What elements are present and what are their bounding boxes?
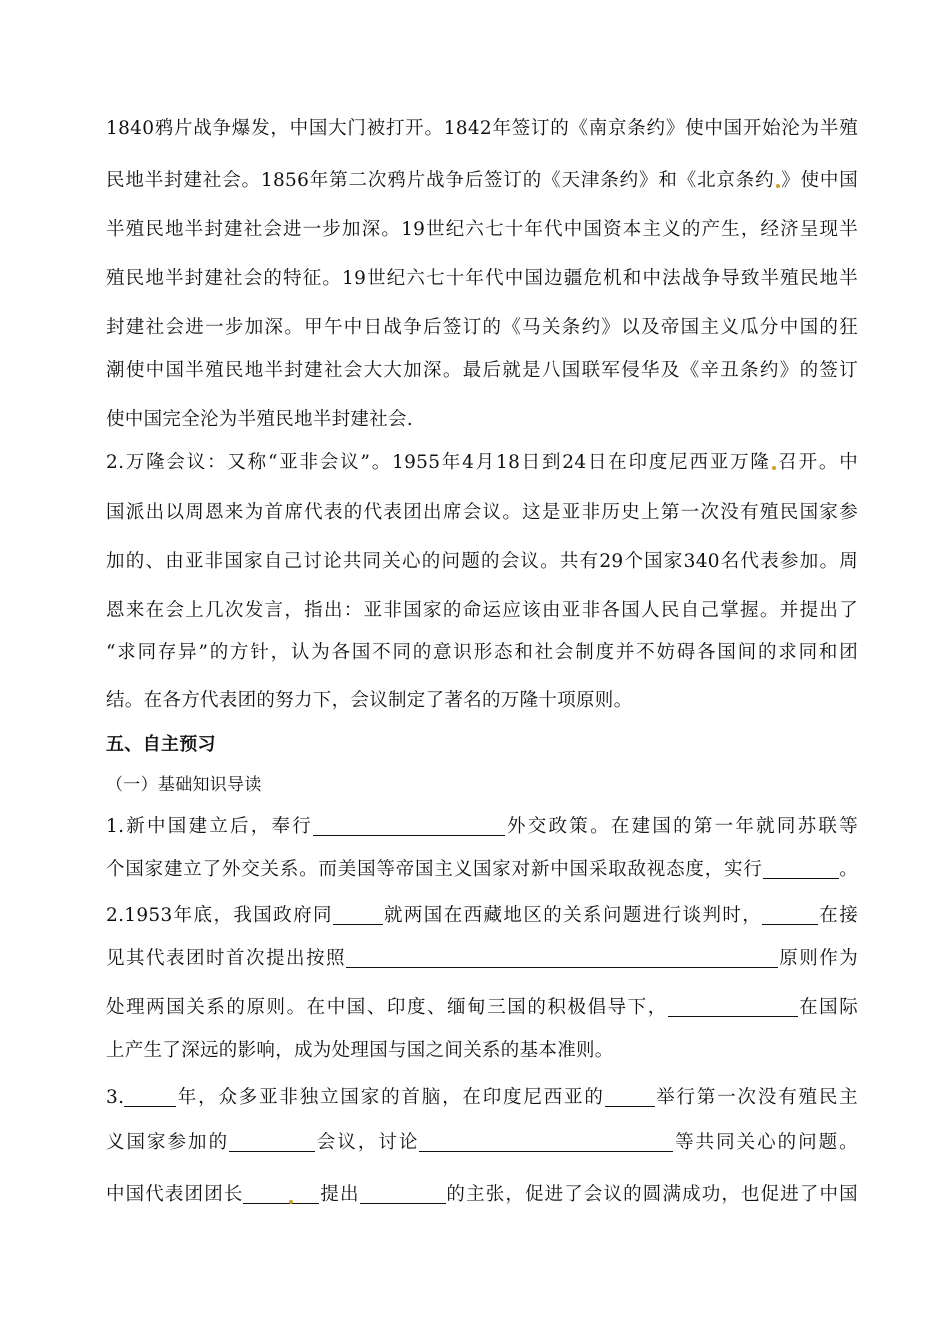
- paragraph2-line1-text-b: 召开。中: [776, 452, 858, 473]
- question3-line1: [106, 1086, 858, 1110]
- question3-text-b: 年，众多亚非独立国家的首脑，在印度尼西亚的: [176, 1087, 605, 1108]
- question3-text-h: 提出: [319, 1184, 360, 1205]
- paragraph2-line3: 加的、由亚非国家自己讨论共同关心的问题的会议。共有29个国家340名代表参加。周: [106, 551, 858, 572]
- fill-in-blank[interactable]: [419, 1133, 673, 1152]
- question3-line3: [106, 1183, 858, 1207]
- question3-text-c: 举行第一次没有殖民主: [654, 1087, 858, 1108]
- fill-in-blank[interactable]: [124, 1088, 176, 1107]
- question3-line2: [106, 1131, 858, 1155]
- question3-text-f: 等共同关心的问题。: [673, 1132, 858, 1153]
- fill-in-blank[interactable]: [360, 1185, 446, 1204]
- fill-in-blank[interactable]: [243, 1185, 319, 1204]
- question2-line1: [106, 904, 858, 928]
- question3-text-g: 中国代表团团长: [106, 1184, 244, 1205]
- question3-text-e: 会议，讨论: [315, 1132, 420, 1153]
- paragraph1-line6: 潮使中国半殖民地半封建社会大大加深。最后就是八国联军侵华及《辛丑条约》的签订: [106, 360, 858, 381]
- section-heading: 五、自主预习: [106, 734, 216, 755]
- paragraph1-line2-text-a: 民地半封建社会。1856年第二次鸦片战争后签订的《天津条约》和《北京条约: [106, 170, 775, 191]
- fill-in-blank[interactable]: [762, 906, 818, 925]
- question2-text-d: 见其代表团时首次提出按照: [106, 948, 346, 969]
- mark-dot: [772, 466, 776, 470]
- fill-in-blank[interactable]: [605, 1088, 655, 1107]
- question2-text-e: 原则作为: [778, 948, 858, 969]
- subsection-heading: （一）基础知识导读: [106, 775, 262, 795]
- question3-text-d: 义国家参加的: [106, 1132, 230, 1153]
- paragraph1-line4: 殖民地半封建社会的特征。19世纪六七十年代中国边疆危机和中法战争导致半殖民地半: [106, 268, 858, 289]
- fill-in-blank[interactable]: [313, 817, 505, 836]
- paragraph1-line2-text-b: 》使中国: [780, 170, 858, 191]
- question3-text-a: 3.: [106, 1087, 125, 1108]
- paragraph2-line5: “求同存异”的方针，认为各国不同的意识形态和社会制度并不妨碍各国间的求同和团: [106, 642, 858, 663]
- fill-in-blank[interactable]: [229, 1133, 315, 1152]
- paragraph2-line4: 恩来在会上几次发言，指出：亚非国家的命运应该由亚非各国人民自己掌握。并提出了: [106, 600, 858, 621]
- question1-text-d: 。: [838, 859, 859, 880]
- fill-in-blank[interactable]: [668, 998, 798, 1017]
- question1-text-c: 个国家建立了外交关系。而美国等帝国主义国家对新中国采取敌视态度，实行: [106, 859, 763, 880]
- paragraph2-line2: 国派出以周恩来为首席代表的代表团出席会议。这是亚非历史上第一次没有殖民国家参: [106, 502, 858, 523]
- fill-in-blank[interactable]: [346, 949, 778, 968]
- question1-text-a: 1.新中国建立后，奉行: [106, 816, 314, 837]
- paragraph2-line6: 结。在各方代表团的努力下，会议制定了著名的万隆十项原则。: [106, 690, 633, 711]
- paragraph2-line1-text-a: 2.万隆会议：又称“亚非会议”。1955年4月18日到24日在印度尼西亚万隆: [106, 452, 771, 473]
- question1-text-b: 外交政策。在建国的第一年就同苏联等: [505, 816, 858, 837]
- question1-line2: [106, 858, 858, 882]
- question2-line4: 上产生了深远的影响，成为处理国与国之间关系的基本准则。: [106, 1040, 614, 1061]
- mark-dot: [776, 184, 780, 188]
- paragraph2-line1: [106, 451, 858, 475]
- question2-text-c: 在接: [818, 905, 859, 926]
- question2-text-g: 在国际: [797, 997, 859, 1018]
- question2-text-b: 就两国在西藏地区的关系问题进行谈判时，: [382, 905, 763, 926]
- question3-text-i: 的主张，促进了会议的圆满成功，也促进了中国: [445, 1184, 858, 1205]
- question2-text-a: 2.1953年底，我国政府同: [106, 905, 333, 926]
- paragraph1-line2: [106, 169, 858, 193]
- fill-in-blank[interactable]: [763, 860, 839, 879]
- fill-in-blank[interactable]: [333, 906, 383, 925]
- mark-dot: [289, 1200, 293, 1204]
- paragraph1-line5: 封建社会进一步加深。甲午中日战争后签订的《马关条约》以及帝国主义瓜分中国的狂: [106, 317, 858, 338]
- question2-line3: [106, 996, 858, 1020]
- paragraph1-line7: 使中国完全沦为半殖民地半封建社会.: [106, 409, 413, 430]
- question2-text-f: 处理两国关系的原则。在中国、印度、缅甸三国的积极倡导下，: [106, 997, 668, 1018]
- question2-line2: [106, 947, 858, 971]
- paragraph1-line3: 半殖民地半封建社会进一步加深。19世纪六七十年代中国资本主义的产生，经济呈现半: [106, 219, 858, 240]
- question1-line1: [106, 815, 858, 839]
- paragraph1-line1: 1840鸦片战争爆发，中国大门被打开。1842年签订的《南京条约》使中国开始沦为半殖: [106, 118, 858, 139]
